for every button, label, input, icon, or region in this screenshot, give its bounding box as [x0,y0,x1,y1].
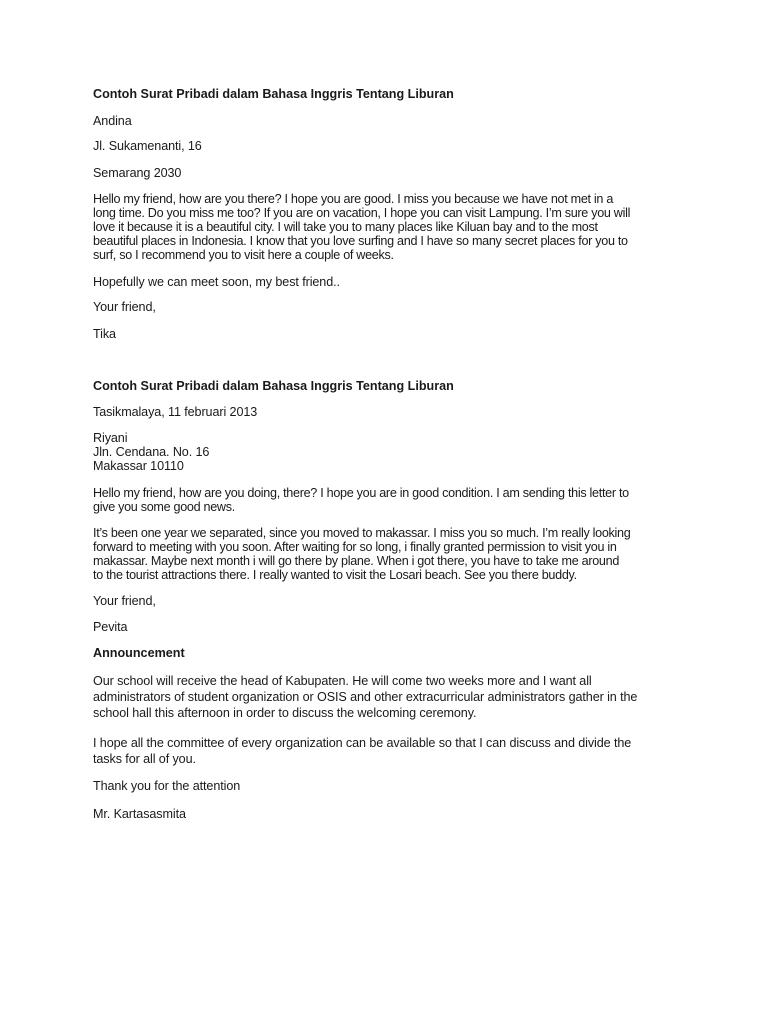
letter2-valediction: Your friend, [93,594,156,608]
letter1-signature: Tika [93,327,116,341]
letter1-sender-street: Jl. Sukamenanti, 16 [93,139,202,153]
letter1-sender-name: Andina [93,114,132,128]
announcement-paragraph-1: Our school will receive the head of Kabupaten. He will come two weeks more and I want all administrators of student organization or OSIS and other extracurricular administrators gather in the school hall this afternoon in order to discuss the welcoming ceremony. [93,674,638,720]
letter1-sender-city: Semarang 2030 [93,166,182,180]
letter2-recipient-address: Riyani Jln. Cendana. No. 16 Makassar 10110 [93,431,210,473]
letter2-paragraph-1: Hello my friend, how are you doing, there? I hope you are in good condition. I am sending this letter to give you some good news. [93,486,629,514]
letter2-title: Contoh Surat Pribadi dalam Bahasa Inggris Tentang Liburan [93,379,454,393]
announcement-paragraph-2: I hope all the committee of every organization can be available so that I can discuss and divide the tasks for all of you. [93,736,632,766]
announcement-title: Announcement [93,646,185,660]
letter1-closing-line: Hopefully we can meet soon, my best friend.. [93,275,340,289]
letter2-signature: Pevita [93,620,128,634]
letter2-paragraph-2: It’s been one year we separated, since you moved to makassar. I miss you so much. I’m really looking forward to meeting with you soon. After waiting for so long, i finally granted permission to visit you in makassar. Maybe next month i will go there by plane. When i got there, you have to take me around to the tourist attractions there. I really wanted to visit the Losari beach. See you there buddy. [93,526,631,582]
letter1-valediction: Your friend, [93,300,156,314]
letter1-body: Hello my friend, how are you there? I hope you are good. I miss you because we have not met in a long time. Do you miss me too? If you are on vacation, I hope you can visit Lampung. I’m sure you will love it because it is a beautiful city. I will take you to many places like Kiluan bay and to the most beautiful places in Indonesia. I know that you love surfing and I have so many secret places for you to surf, so I recommend you to visit here a couple of weeks. [93,192,631,262]
letter2-place-date: Tasikmalaya, 11 februari 2013 [93,405,258,419]
letter1-title: Contoh Surat Pribadi dalam Bahasa Inggris Tentang Liburan [93,87,454,101]
announcement-thanks: Thank you for the attention [93,779,241,793]
announcement-signature: Mr. Kartasasmita [93,807,186,821]
